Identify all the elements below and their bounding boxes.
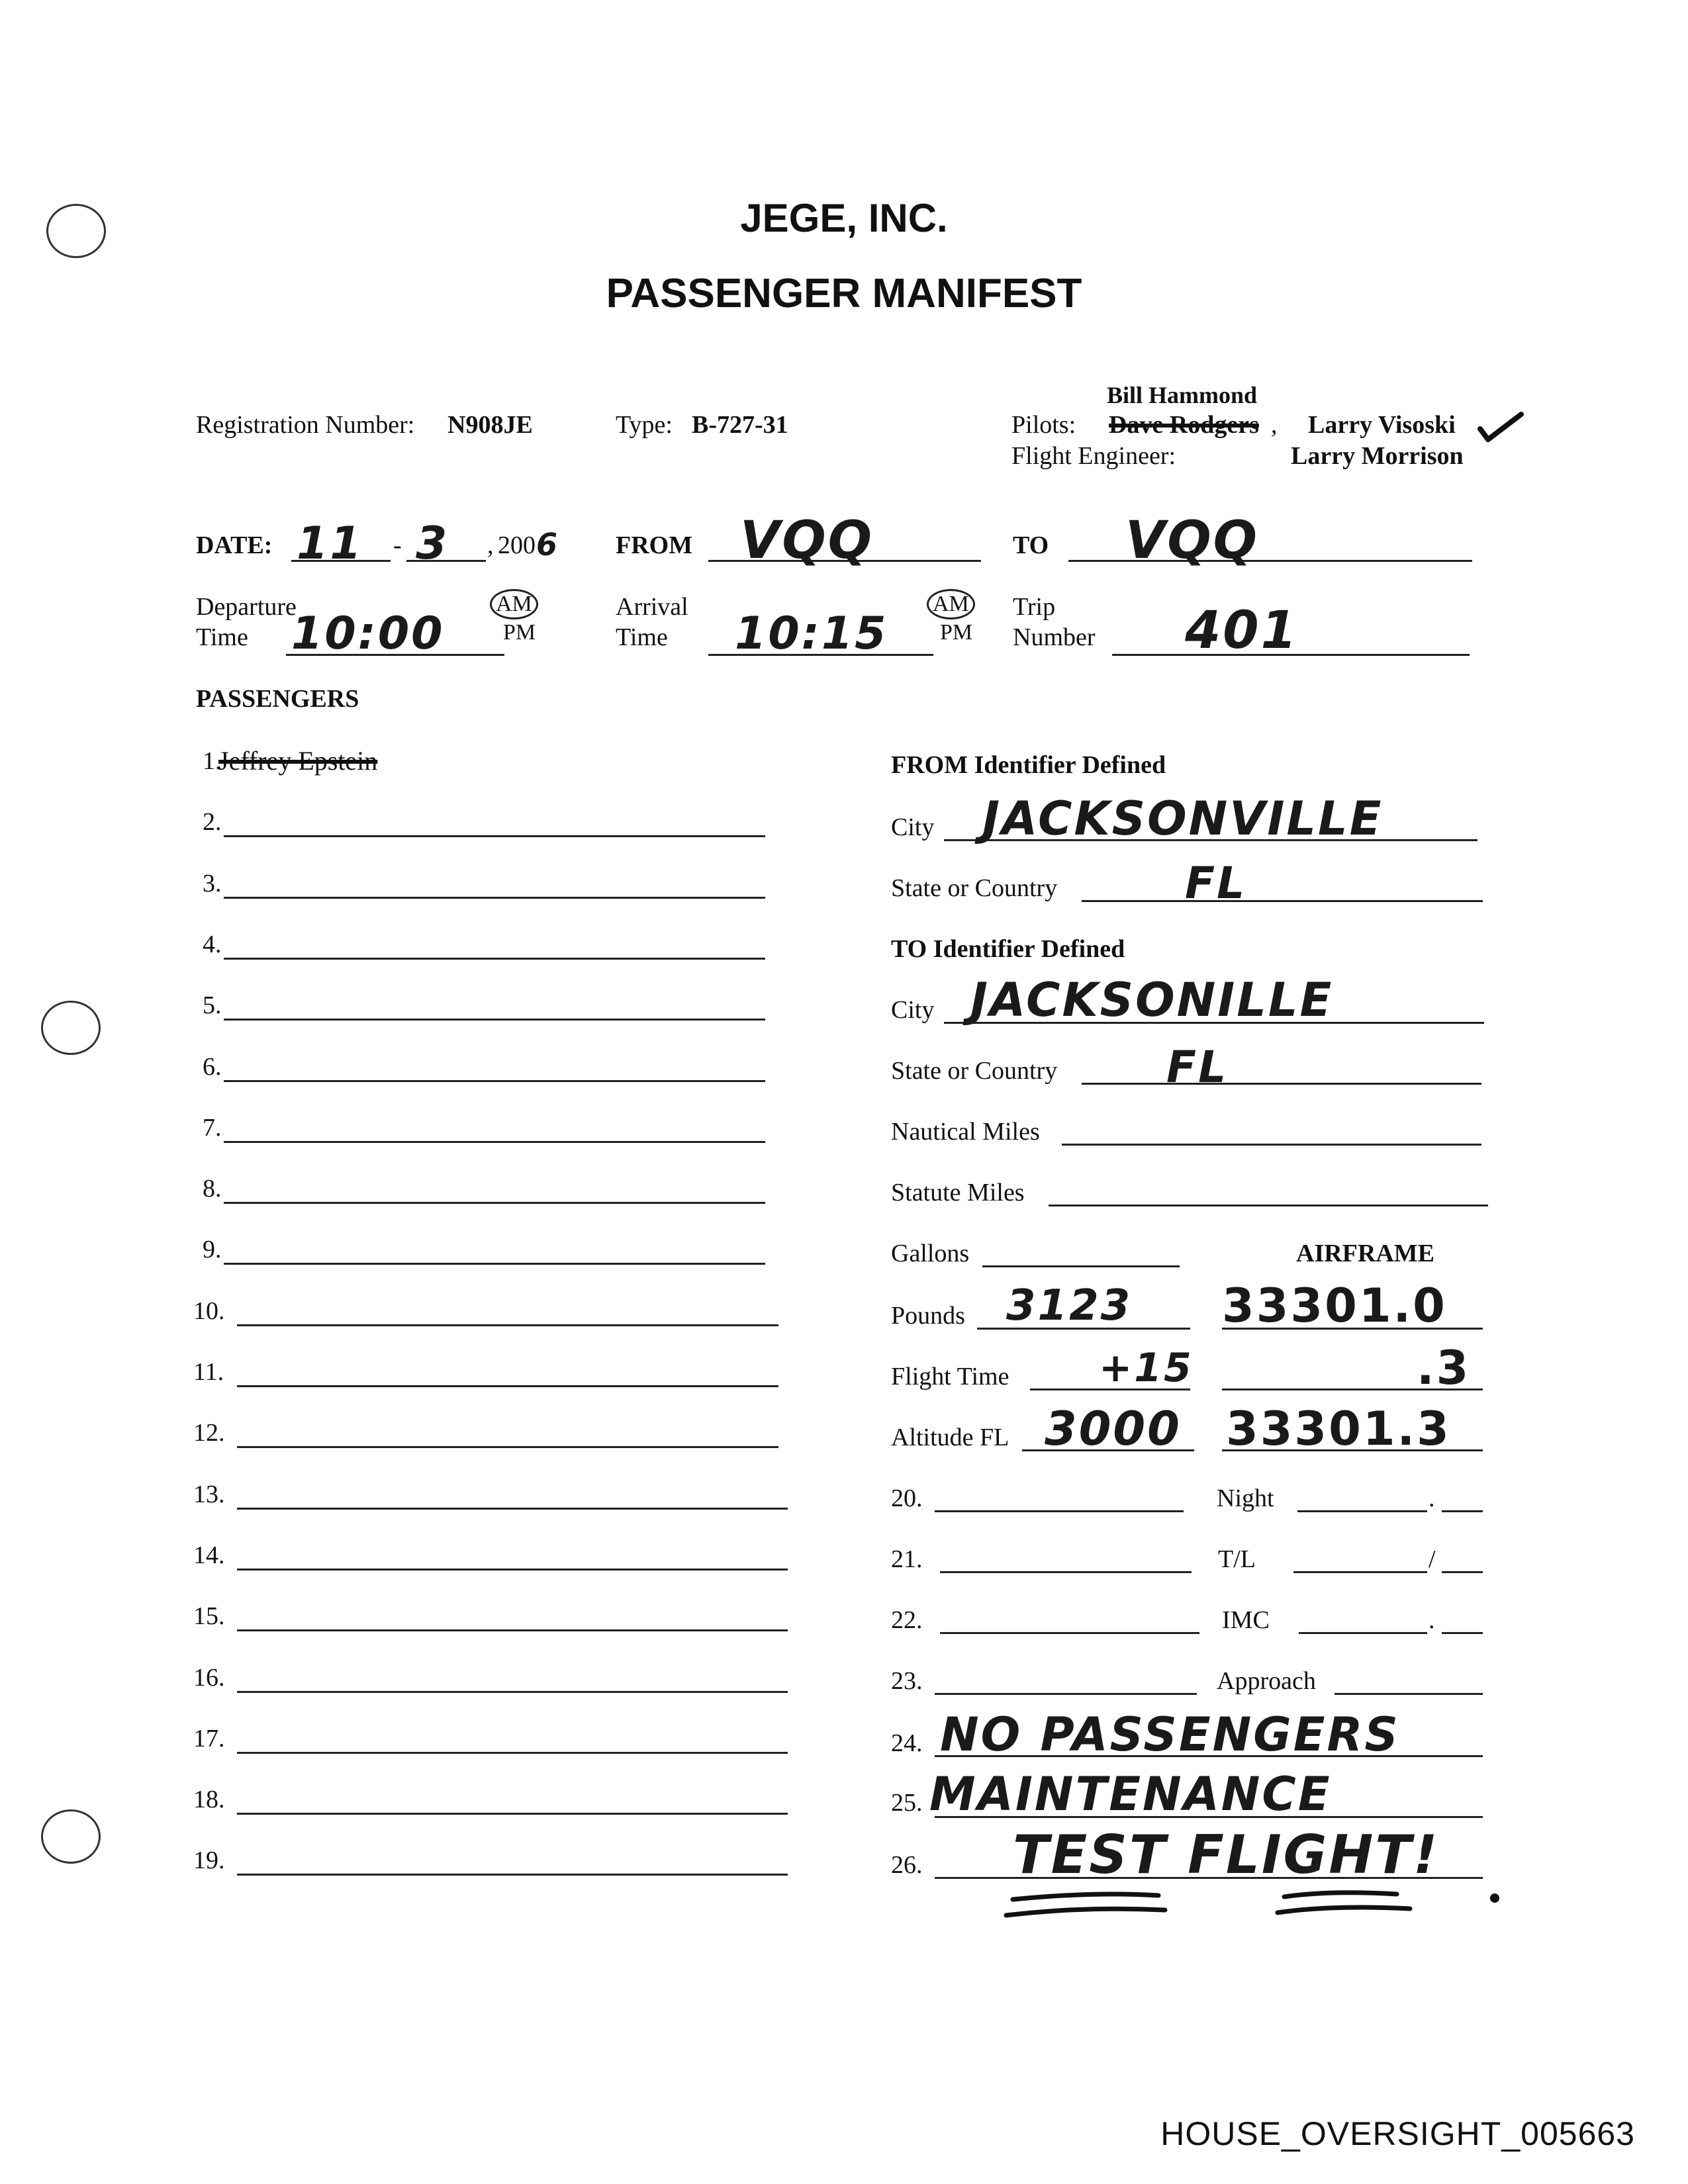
- departure-ampm: [490, 589, 538, 646]
- passenger-number: 4.: [203, 931, 222, 958]
- tl-second-line: [1442, 1571, 1483, 1573]
- remark-25-value: MAINTENANCE: [929, 1767, 1332, 1821]
- passenger-number: 7.: [203, 1114, 222, 1142]
- passenger-line: [237, 1385, 778, 1387]
- gallons-label: Gallons: [891, 1240, 970, 1267]
- from-city-value: JACKSONVILLE: [982, 792, 1383, 846]
- date-dash: -: [393, 531, 402, 559]
- passenger-line: [224, 1141, 765, 1143]
- passenger-line: [224, 1080, 765, 1082]
- to-city-value: JACKSONILLE: [970, 973, 1334, 1027]
- imc-tenths-line: [1442, 1632, 1483, 1634]
- nautical-miles-line: [1062, 1144, 1481, 1146]
- departure-time: 10:00: [291, 608, 445, 660]
- remark-number-23: 23.: [891, 1667, 923, 1695]
- passenger-number: 8.: [203, 1175, 222, 1203]
- passenger-1-struck: Jeffrey Epstein: [218, 746, 378, 776]
- date-year-digit: 6: [536, 527, 560, 563]
- from-city-label: City: [891, 813, 935, 841]
- remark-line-23: [935, 1693, 1197, 1695]
- pounds-label: Pounds: [891, 1302, 965, 1330]
- passengers-heading: PASSENGERS: [196, 685, 359, 713]
- tl-line: [1293, 1571, 1427, 1573]
- passenger-line: [224, 1263, 765, 1265]
- departure-label: [196, 592, 297, 653]
- airframe-label: AIRFRAME: [1296, 1240, 1434, 1267]
- passenger-line: [237, 1324, 778, 1326]
- passenger-line: [237, 1874, 788, 1876]
- imc-label: IMC: [1222, 1606, 1270, 1634]
- trip-label-1: Trip: [1013, 593, 1056, 621]
- flight-time-label: Flight Time: [891, 1363, 1009, 1390]
- passenger-number: 9.: [203, 1236, 222, 1263]
- passenger-line: [237, 1629, 788, 1631]
- trip-number: 401: [1185, 601, 1299, 660]
- binder-hole-middle: [41, 1001, 101, 1055]
- passenger-line: [224, 1202, 765, 1204]
- from-state-value: FL: [1185, 858, 1247, 909]
- binder-hole-bottom: [41, 1809, 101, 1864]
- nautical-miles-label: Nautical Miles: [891, 1118, 1040, 1146]
- type-label: Type:: [616, 411, 673, 439]
- date-day: 3: [416, 518, 449, 570]
- statute-miles-line: [1049, 1205, 1488, 1206]
- pilot-replacement: Bill Hammond: [1107, 382, 1258, 408]
- engineer-label: Flight Engineer:: [1011, 442, 1176, 470]
- remark-number-26: 26.: [891, 1851, 923, 1879]
- date-year-printed: 200: [498, 531, 536, 559]
- passenger-number: 15.: [193, 1602, 225, 1630]
- airframe-start: 33301.0: [1222, 1279, 1447, 1333]
- passenger-number: 1.: [203, 747, 222, 775]
- from-label: FROM: [616, 531, 693, 559]
- passenger-number: 16.: [193, 1664, 225, 1692]
- approach-label: Approach: [1217, 1667, 1316, 1695]
- passenger-number: 2.: [203, 808, 222, 836]
- airframe-end: 33301.3: [1226, 1402, 1451, 1456]
- passenger-line: [224, 835, 765, 837]
- to-value: VQQ: [1125, 511, 1259, 570]
- passenger-number: 19.: [193, 1846, 225, 1874]
- altitude-value: 3000: [1045, 1402, 1182, 1456]
- remark-number-20: 20.: [891, 1484, 923, 1512]
- passenger-number: 5.: [203, 991, 222, 1019]
- approach-line: [1335, 1693, 1483, 1695]
- trip-label: [1013, 592, 1096, 653]
- page-title: PASSENGER MANIFEST: [606, 271, 1082, 316]
- tl-label: T/L: [1218, 1545, 1256, 1573]
- passenger-line: [237, 1508, 788, 1510]
- to-state-value: FL: [1166, 1042, 1229, 1093]
- arrival-am: AM: [927, 589, 975, 619]
- passenger-line: [237, 1446, 778, 1448]
- engineer-value: Larry Morrison: [1291, 442, 1464, 470]
- statute-miles-label: Statute Miles: [891, 1179, 1025, 1206]
- passenger-number: 18.: [193, 1786, 225, 1813]
- to-state-line: [1082, 1083, 1481, 1085]
- imc-dot: .: [1429, 1606, 1435, 1634]
- arrival-pm: PM: [940, 620, 973, 645]
- remark-line-22: [940, 1632, 1199, 1634]
- arrival-label: [616, 592, 688, 653]
- pilot-struck: Dave Rodgers: [1109, 411, 1259, 439]
- night-label: Night: [1217, 1484, 1274, 1512]
- date-month: 11: [297, 518, 363, 570]
- passenger-number: 10.: [193, 1297, 225, 1325]
- departure-label-1: Departure: [196, 593, 297, 621]
- remark-line-21: [940, 1571, 1192, 1573]
- passenger-number: 11.: [193, 1358, 224, 1386]
- remark-number-21: 21.: [891, 1545, 923, 1573]
- altitude-label: Altitude FL: [891, 1424, 1009, 1451]
- type-value: B-727-31: [692, 411, 788, 439]
- date-label: DATE:: [196, 531, 273, 559]
- remark-number-25: 25.: [891, 1789, 923, 1817]
- night-dot: .: [1429, 1484, 1435, 1512]
- flight-time-value: +15: [1099, 1345, 1194, 1391]
- tl-slash: /: [1429, 1545, 1436, 1573]
- remark-line-20: [935, 1510, 1184, 1512]
- to-state-label: State or Country: [891, 1057, 1058, 1085]
- arrival-label-1: Arrival: [616, 593, 688, 621]
- passenger-line: [237, 1813, 788, 1815]
- passenger-number: 14.: [193, 1541, 225, 1569]
- departure-pm: PM: [503, 620, 536, 645]
- trip-label-2: Number: [1013, 623, 1096, 651]
- pilot-comma: ,: [1271, 411, 1278, 439]
- registration-label: Registration Number:: [196, 411, 415, 439]
- remark-number-24: 24.: [891, 1729, 923, 1757]
- passenger-number: 6.: [203, 1053, 222, 1081]
- from-identifier-heading: FROM Identifier Defined: [891, 751, 1166, 779]
- underline-strokes: [1000, 1886, 1503, 1939]
- from-state-label: State or Country: [891, 874, 1058, 902]
- passenger-number: 17.: [193, 1725, 225, 1752]
- to-identifier-heading: TO Identifier Defined: [891, 935, 1125, 963]
- from-value: VQQ: [740, 511, 874, 570]
- pounds-value: 3123: [1006, 1281, 1133, 1330]
- imc-line: [1299, 1632, 1427, 1634]
- passenger-line: [224, 958, 765, 960]
- pilot-2: Larry Visoski: [1308, 411, 1456, 439]
- remark-number-22: 22.: [891, 1606, 923, 1634]
- pilots-label: Pilots:: [1011, 411, 1076, 439]
- departure-am: AM: [490, 589, 538, 619]
- passenger-number: 13.: [193, 1480, 225, 1508]
- to-city-label: City: [891, 996, 935, 1024]
- arrival-time: 10:15: [735, 608, 888, 660]
- company-name: JEGE, INC.: [740, 196, 948, 240]
- passenger-line: [237, 1752, 788, 1754]
- airframe-delta: .3: [1417, 1341, 1471, 1395]
- arrival-ampm: [927, 589, 975, 646]
- passenger-line: [224, 1019, 765, 1021]
- remark-26-value: TEST FLIGHT!: [1013, 1824, 1440, 1886]
- bates-number: HOUSE_OVERSIGHT_005663: [1160, 2115, 1635, 2152]
- passenger-line: [237, 1691, 788, 1693]
- passenger-number: 12.: [193, 1419, 225, 1447]
- arrival-label-2: Time: [616, 623, 668, 651]
- date-comma: ,: [487, 531, 494, 559]
- from-state-line: [1082, 900, 1483, 902]
- gallons-line: [982, 1265, 1180, 1267]
- passenger-number: 3.: [203, 870, 222, 897]
- registration-value: N908JE: [447, 411, 533, 439]
- passenger-line: [237, 1569, 788, 1570]
- to-label: TO: [1013, 531, 1049, 559]
- checkmark-icon: [1477, 410, 1524, 442]
- remark-24-value: NO PASSENGERS: [940, 1707, 1400, 1762]
- departure-label-2: Time: [196, 623, 248, 651]
- passenger-line: [224, 897, 765, 899]
- night-line: [1297, 1510, 1427, 1512]
- night-tenths-line: [1442, 1510, 1483, 1512]
